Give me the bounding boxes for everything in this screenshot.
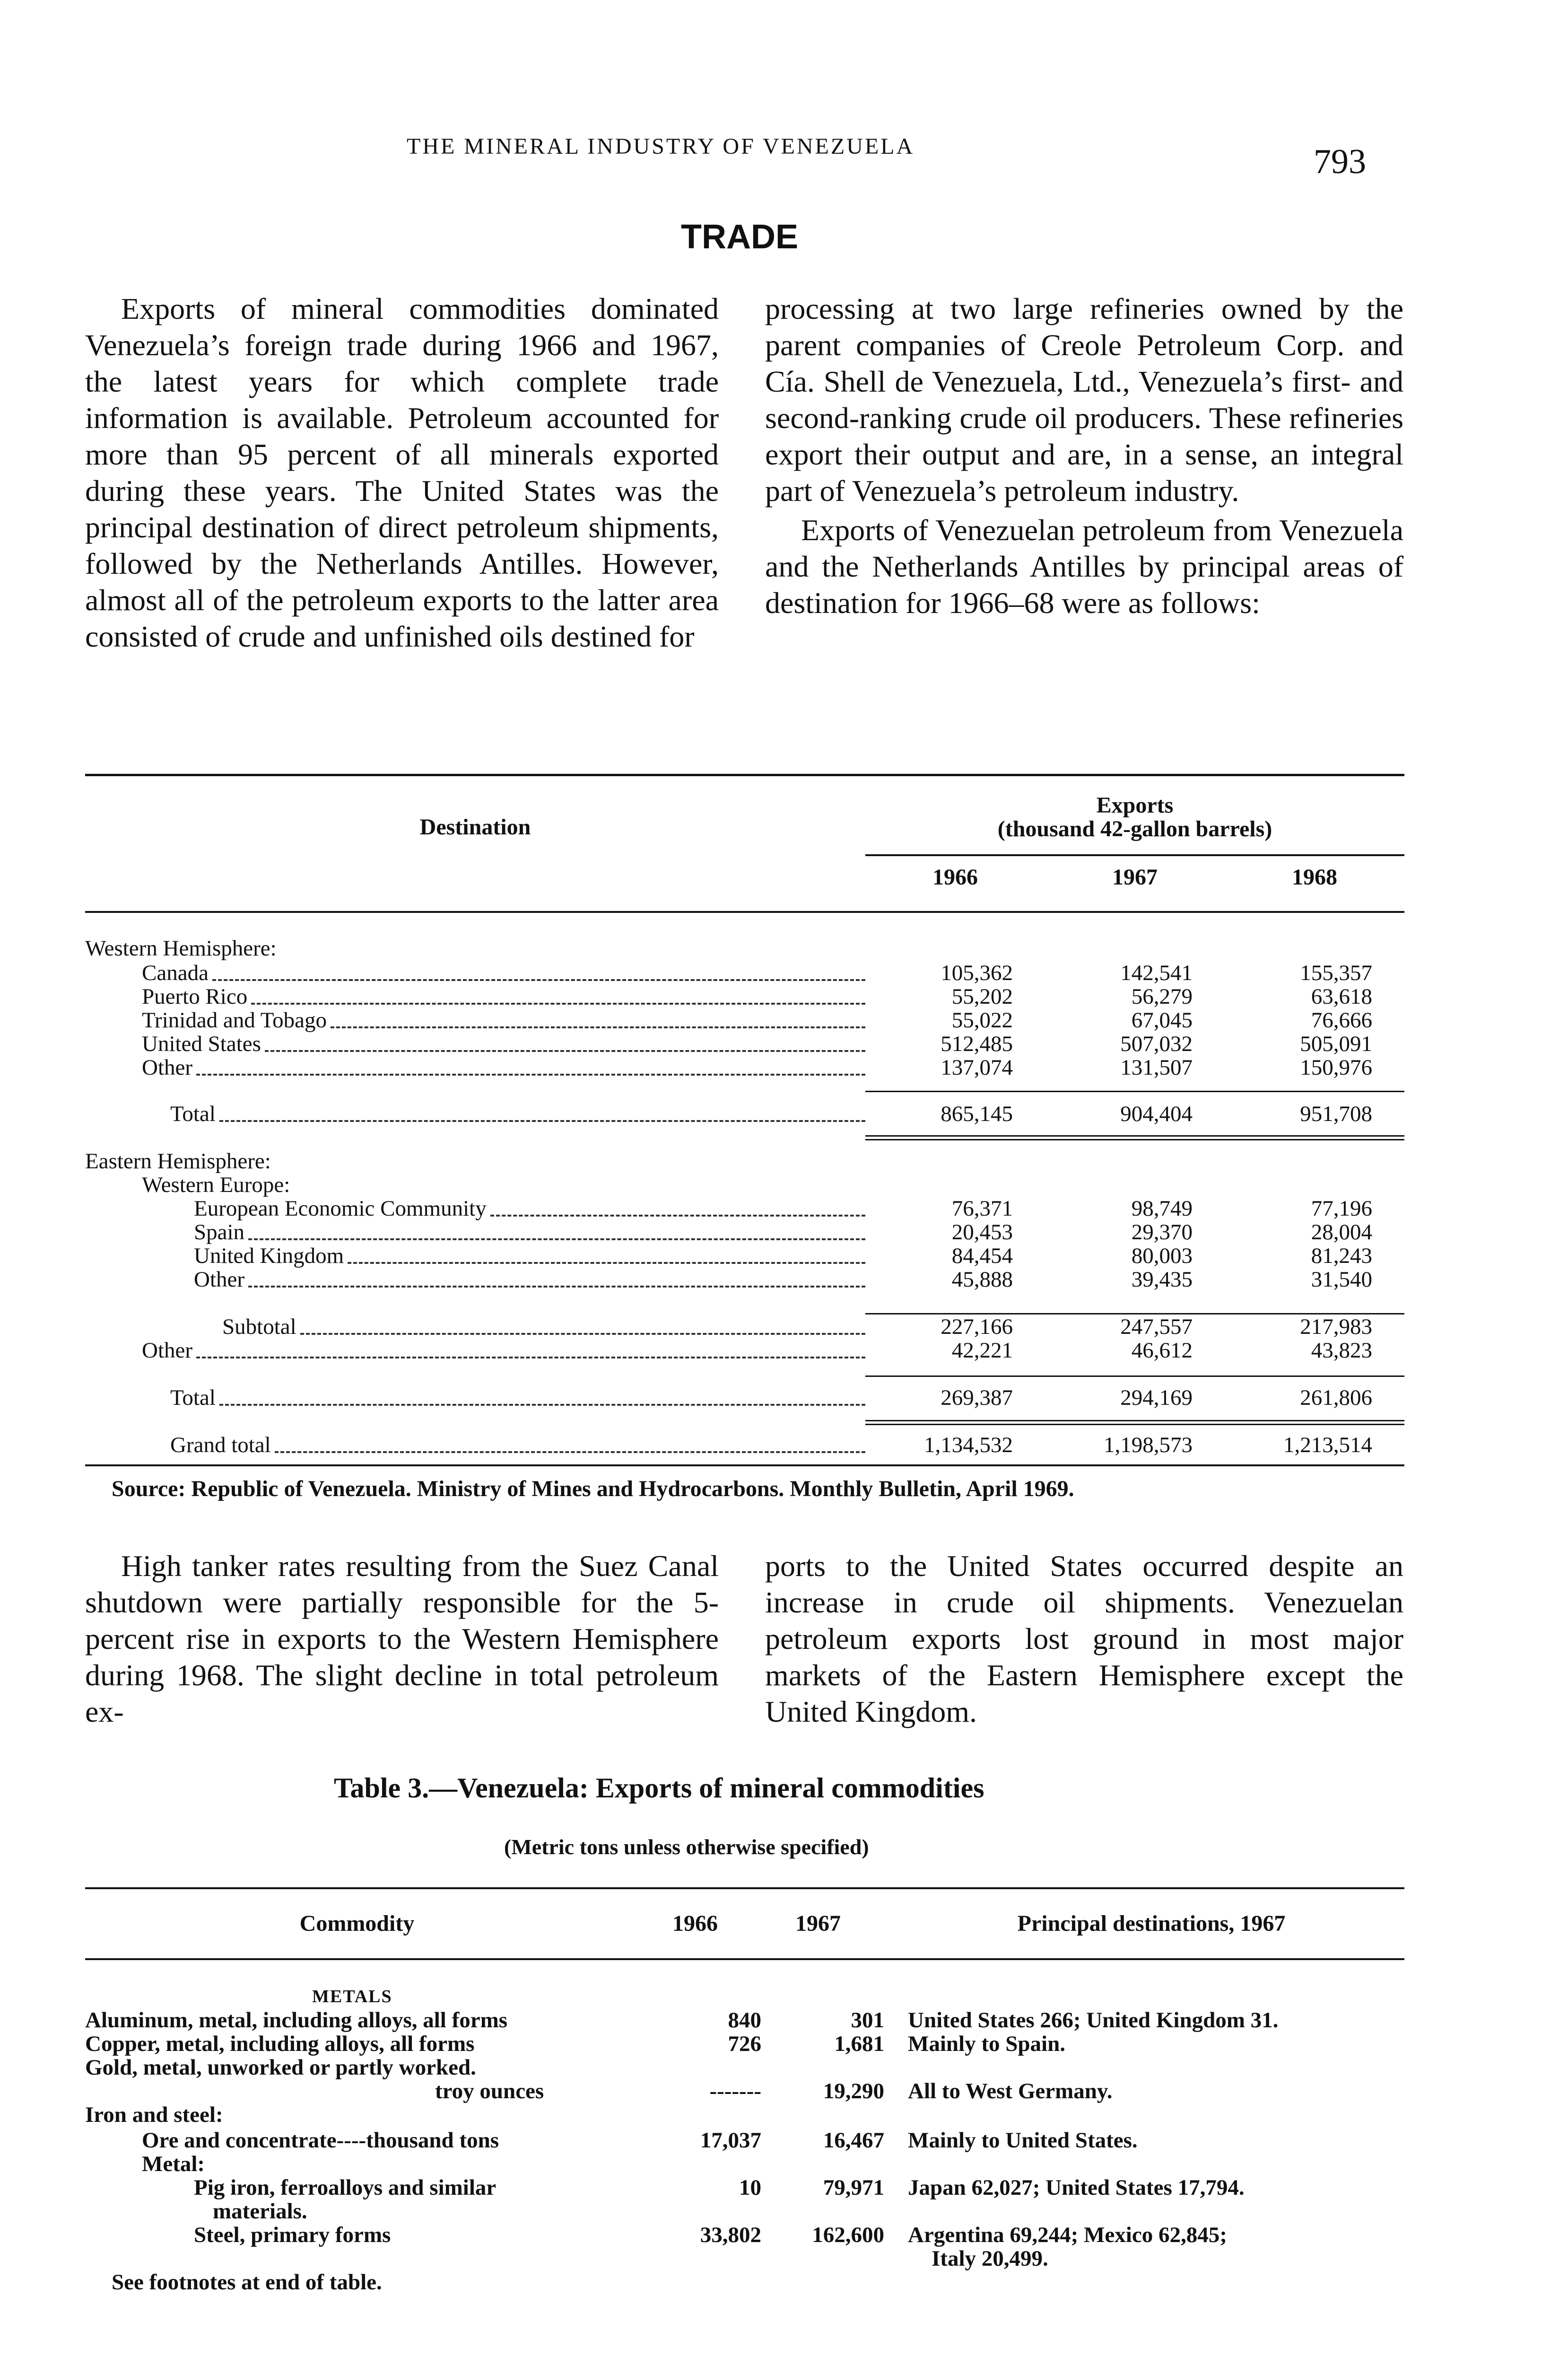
table3-row-label: Metal:: [142, 2152, 205, 2176]
table3-row-label: Iron and steel:: [85, 2102, 223, 2127]
table-cell-value: 155,357: [1300, 961, 1372, 985]
table-cell-value: 865,145: [941, 1102, 1013, 1126]
table3-destination: Mainly to United States.: [908, 2128, 1138, 2153]
intro-right-paragraph-2: Exports of Venezuelan petroleum from Venezuela and the Netherlands Antilles by principal areas of destination for 1966–68 were as follows:: [765, 513, 1403, 620]
exports-header: Exports: [1096, 793, 1174, 818]
table-row-label: Other: [142, 1339, 193, 1362]
year-header: 1966: [932, 865, 978, 890]
table-cell-value: 46,612: [1131, 1338, 1193, 1363]
units-header: (thousand 42-gallon barrels): [997, 816, 1272, 841]
table3-destination: All to West Germany.: [908, 2079, 1113, 2103]
year-header: 1967: [1112, 865, 1158, 890]
table-cell-value: 951,708: [1300, 1102, 1372, 1126]
table-row-label: Total: [170, 1102, 216, 1126]
year-header: 1967: [795, 1911, 841, 1936]
table-source-note: Source: Republic of Venezuela. Ministry of Mines and Hydrocarbons. Monthly Bulletin, April 1969.: [112, 1476, 1074, 1501]
year-header: 1966: [672, 1911, 718, 1936]
dot-leader: [212, 979, 865, 981]
table3-cell-value: 79,971: [823, 2175, 884, 2200]
middle-left-column: [85, 1548, 719, 1730]
table-cell-value: 42,221: [951, 1338, 1013, 1363]
table-cell-value: 39,435: [1131, 1267, 1193, 1292]
destination-header: Destination: [419, 815, 531, 840]
dot-leader: [219, 1404, 865, 1406]
page-number: 793: [1314, 142, 1366, 181]
table3-cell-value: -------: [709, 2079, 761, 2103]
table3-subtitle: (Metric tons unless otherwise specified): [504, 1835, 869, 1859]
table-row-label: Trinidad and Tobago: [142, 1008, 327, 1032]
table3-row-label: Gold, metal, unworked or partly worked.: [85, 2055, 476, 2080]
table-row-label: Total: [170, 1386, 216, 1410]
table3-row-label: troy ounces: [435, 2079, 544, 2103]
year-header: 1968: [1292, 865, 1337, 890]
table3-row-label: Copper, metal, including alloys, all forms: [85, 2032, 475, 2056]
table3-cell-value: 17,037: [700, 2128, 761, 2153]
dot-leader: [265, 1050, 865, 1052]
table-cell-value: 81,243: [1311, 1244, 1372, 1268]
table-cell-value: 227,166: [941, 1314, 1013, 1339]
dot-leader: [331, 1026, 865, 1028]
table-cell-value: 261,806: [1300, 1385, 1372, 1410]
table-cell-value: 247,557: [1120, 1314, 1193, 1339]
table-row-label: Subtotal: [222, 1315, 296, 1339]
table-cell-value: 63,618: [1311, 984, 1372, 1009]
table3-destination: Mainly to Spain.: [908, 2032, 1065, 2056]
table3-destination: United States 266; United Kingdom 31.: [908, 2008, 1279, 2032]
table-row-label: Other: [194, 1268, 245, 1291]
table-cell-value: 269,387: [941, 1385, 1013, 1410]
table-cell-value: 142,541: [1120, 961, 1193, 985]
commodity-header: Commodity: [299, 1911, 415, 1936]
table-row-label: Other: [142, 1056, 193, 1079]
table-cell-value: 1,134,532: [924, 1433, 1013, 1457]
table-cell-value: 76,666: [1311, 1008, 1372, 1033]
running-head: THE MINERAL INDUSTRY OF VENEZUELA: [407, 134, 915, 159]
table3-row-label: Steel, primary forms: [194, 2223, 391, 2247]
table-cell-value: 28,004: [1311, 1220, 1372, 1244]
dot-leader: [348, 1262, 865, 1264]
table-cell-value: 55,202: [951, 984, 1013, 1009]
table-cell-value: 76,371: [951, 1196, 1013, 1221]
section-heading: TRADE: [681, 218, 798, 256]
table3-row-label: Aluminum, metal, including alloys, all forms: [85, 2008, 508, 2032]
middle-left-paragraph: High tanker rates resulting from the Suez Canal shutdown were partially responsible for the 5-percent rise in exports to the Western Hemisphere during 1968. The slight decline in total petroleum ex-: [85, 1549, 719, 1728]
table-row-label: United Kingdom: [194, 1244, 344, 1268]
table-row-label: Eastern Hemisphere:: [85, 1149, 271, 1173]
table3-row-label: materials.: [213, 2199, 307, 2224]
table3-cell-value: 840: [728, 2008, 761, 2032]
middle-right-column: [765, 1548, 1403, 1730]
table-cell-value: 217,983: [1300, 1314, 1372, 1339]
table-cell-value: 77,196: [1311, 1196, 1372, 1221]
table-cell-value: 505,091: [1300, 1032, 1372, 1056]
table-row-label: Spain: [194, 1220, 245, 1244]
table3-cell-value: 301: [851, 2008, 884, 2032]
dot-leader: [251, 1003, 865, 1005]
intro-right-column: [765, 290, 1403, 621]
dot-leader: [275, 1451, 865, 1453]
table-cell-value: 137,074: [941, 1055, 1013, 1080]
table-cell-value: 1,198,573: [1104, 1433, 1193, 1457]
table-row-label: Canada: [142, 961, 209, 985]
table-cell-value: 131,507: [1120, 1055, 1193, 1080]
table-cell-value: 55,022: [951, 1008, 1013, 1033]
dot-leader: [196, 1357, 865, 1358]
dot-leader: [196, 1074, 865, 1076]
table3-row-label: Ore and concentrate----thousand tons: [142, 2128, 499, 2153]
intro-left-paragraph: Exports of mineral commodities dominated Venezuela’s foreign trade during 1966 and 1967, the latest years for which complete trade information is available. Petroleum accounted for more than 95 percent of all minerals exported during these years. The United States was the principal destination of direct petroleum shipments, followed by the Netherlands Antilles. However, almost all of the petroleum exports to the latter area consisted of crude and unfinished oils destined for: [85, 292, 719, 653]
table3-cell-value: 726: [728, 2032, 761, 2056]
table3-cell-value: 33,802: [700, 2223, 761, 2247]
table-row-label: European Economic Community: [194, 1197, 487, 1220]
table-cell-value: 31,540: [1311, 1267, 1372, 1292]
table-cell-value: 512,485: [941, 1032, 1013, 1056]
dot-leader: [219, 1120, 865, 1122]
table-cell-value: 98,749: [1131, 1196, 1193, 1221]
table-cell-value: 80,003: [1131, 1244, 1193, 1268]
table-cell-value: 105,362: [941, 961, 1013, 985]
table3-cell-value: 162,600: [812, 2223, 884, 2247]
dot-leader: [300, 1333, 865, 1335]
table-cell-value: 20,453: [951, 1220, 1013, 1244]
table-cell-value: 84,454: [951, 1244, 1013, 1268]
table-cell-value: 507,032: [1120, 1032, 1193, 1056]
intro-right-paragraph-1: processing at two large refineries owned by the parent companies of Creole Petroleum Corp. and Cía. Shell de Venezuela, Ltd., Venezuela’s first- and second-ranking crude oil producers. These refineries export their output and are, in a sense, an integral part of Venezuela’s petroleum industry.: [765, 292, 1403, 508]
table-row-label: United States: [142, 1032, 261, 1056]
table-row-label: Western Europe:: [142, 1173, 290, 1197]
destinations-header: Principal destinations, 1967: [1017, 1911, 1286, 1936]
intro-left-column: [85, 290, 719, 655]
metals-section-label: METALS: [312, 1987, 392, 2006]
table-row-label: Puerto Rico: [142, 985, 248, 1008]
table3-cell-value: 16,467: [823, 2128, 884, 2153]
dot-leader: [248, 1238, 865, 1240]
table3-cell-value: 19,290: [823, 2079, 884, 2103]
table-footnote: See footnotes at end of table.: [112, 2270, 382, 2295]
table-cell-value: 29,370: [1131, 1220, 1193, 1244]
table-cell-value: 56,279: [1131, 984, 1193, 1009]
table-row-label: Western Hemisphere:: [85, 937, 277, 960]
table3-destination: Japan 62,027; United States 17,794.: [908, 2175, 1245, 2200]
table-cell-value: 150,976: [1300, 1055, 1372, 1080]
table3-cell-value: 1,681: [834, 2032, 884, 2056]
dot-leader: [248, 1286, 865, 1288]
table3-destination: Italy 20,499.: [932, 2246, 1048, 2271]
table-cell-value: 43,823: [1311, 1338, 1372, 1363]
table-cell-value: 67,045: [1131, 1008, 1193, 1033]
table-row-label: Grand total: [170, 1433, 271, 1457]
table-cell-value: 1,213,514: [1283, 1433, 1372, 1457]
table-cell-value: 45,888: [951, 1267, 1013, 1292]
table3-title: Table 3.—Venezuela: Exports of mineral commodities: [334, 1772, 984, 1804]
table-cell-value: 904,404: [1120, 1102, 1193, 1126]
table3-cell-value: 10: [739, 2175, 761, 2200]
table3-row-label: Pig iron, ferroalloys and similar: [194, 2175, 497, 2200]
middle-right-paragraph: ports to the United States occurred despite an increase in crude oil shipments. Venezuelan petroleum exports lost ground in most major markets of the Eastern Hemisphere except the United Kingdom.: [765, 1549, 1403, 1728]
dot-leader: [490, 1215, 865, 1217]
table3-destination: Argentina 69,244; Mexico 62,845;: [908, 2223, 1227, 2247]
table-cell-value: 294,169: [1120, 1385, 1193, 1410]
